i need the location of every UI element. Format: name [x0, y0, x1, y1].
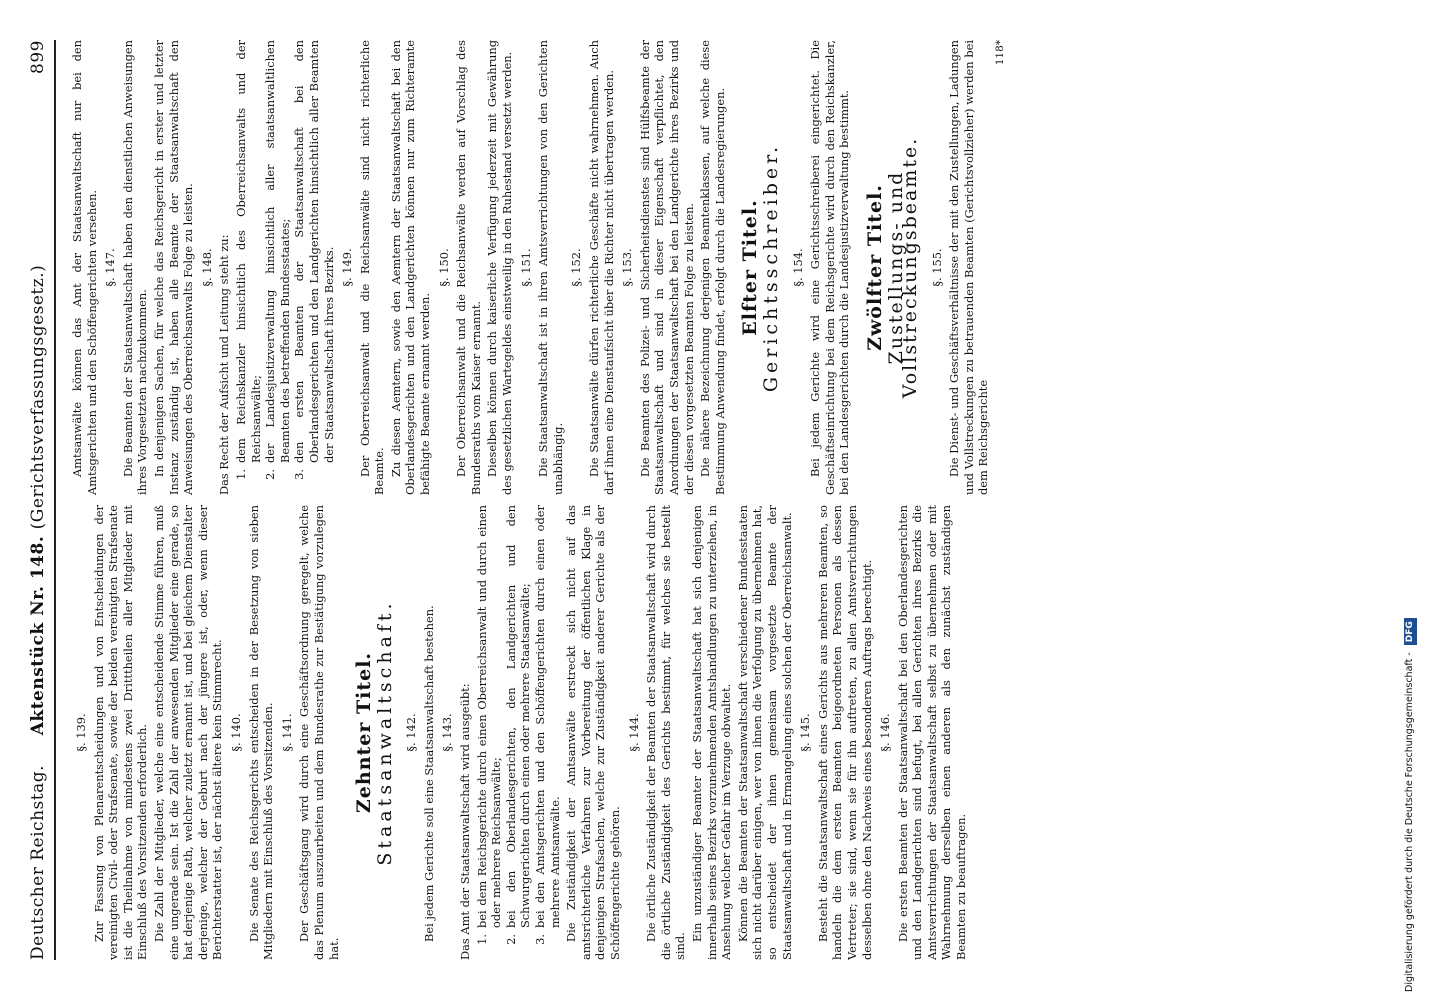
section-heading: §. 145. — [798, 713, 813, 752]
paragraph: Die Dienst- und Geschäftsverhältnisse der mit den Zustellungen, Ladungen und Vollstreckungen zu betrauenden Beamten (Gerichtsvollzieher) werden bei dem Reichsgerichte — [947, 40, 991, 495]
page-number: 899 — [28, 40, 48, 74]
title-heading: Zehnter Titel. — [353, 651, 376, 814]
section-heading: §. 154. — [790, 248, 805, 287]
digitization-note — [1400, 8, 1420, 992]
paragraph: Bei jedem Gerichte wird eine Gerichtsschreiberei eingerichtet. Die Geschäftseinrichtung bei dem Reichsgerichte wird durch den Reichskanzler, bei den Landesgerichten durch die Landesjustizverwaltung bestimmt. — [808, 40, 852, 495]
right-column — [70, 40, 1008, 495]
signature-mark: 118* — [994, 40, 1007, 66]
section-heading: §. 139. — [74, 713, 88, 752]
running-header — [14, 40, 56, 960]
paragraph: Die Beamten des Polizei- und Sicherheitsdienstes sind Hülfsbeamte der Staatsanwaltschaft und sind in dieser Eigenschaft verpflichtet, den Anordnungen der Staatsanwaltschaft bei den Landgerichte ihres Bezirks und der diesen vorgesetzten Beamten Folge zu leisten. — [637, 40, 696, 495]
list-number: 2. — [263, 469, 278, 480]
enumerated-list — [234, 40, 336, 495]
paragraph: Dieselben können durch kaiserliche Verfügung jederzeit mit Gewährung des gesetzlichen Wartegeldes einstweilig in den Ruhestand versetzt werden. — [485, 40, 515, 495]
paragraph: Besteht die Staatsanwaltschaft eines Gerichts aus mehreren Beamten, so handeln die dem ersten Beamten beigeordneten Personen als dessen Vertreter; sie sind, wenn sie für ihn auftreten, zu allen Amtsverrichtungen desselben ohne den Nachweis eines besonderen Auftrags berechtigt. — [815, 505, 874, 960]
title-subheading: Gerichtsschreiber. — [759, 142, 782, 393]
section-heading: §. 155. — [929, 248, 944, 287]
enumerated-list — [475, 505, 563, 960]
section-heading: §. 147. — [103, 248, 118, 287]
title-heading: Zwölfter Titel. — [863, 184, 886, 351]
paragraph: Die Staatsanwälte dürfen richterliche Geschäfte nicht wahrnehmen. Auch darf ihnen eine Dienstaufsicht über die Richter nicht übertragen werden. — [587, 40, 616, 495]
paragraph: Die Senate des Reichsgerichts entscheiden in der Besetzung von sieben Mitgliedern mit Einschluß des Vorsitzenden. — [246, 505, 276, 960]
title-heading: Elfter Titel. — [739, 199, 762, 336]
section-heading: §. 141. — [279, 713, 294, 752]
header-left: Deutscher Reichstag. — [28, 765, 48, 960]
section-heading: §. 140. — [228, 713, 243, 752]
title-subheading: Zustellungs- und Vollstreckungsbeamte. — [884, 136, 922, 399]
title-subheading: Staatsanwaltschaft. — [373, 599, 396, 866]
paragraph: Bei jedem Gerichte soll eine Staatsanwaltschaft bestehen. — [421, 605, 436, 942]
list-text: bei den Oberlandesgerichten, den Landgerichten und den Schwurgerichten durch einen oder mehrere Staatsanwälte; — [503, 505, 533, 928]
dfg-logo: DFG — [1404, 618, 1417, 645]
section-heading: §. 146. — [878, 713, 893, 752]
paragraph: Amtsanwälte können das Amt der Staatsanwaltschaft nur bei den Amtsgerichten und den Schöffengerichten versehen. — [70, 40, 99, 495]
section-heading: §. 144. — [626, 713, 641, 752]
list-number: 3. — [292, 469, 307, 480]
paragraph: Zur Fassung von Plenarentscheidungen und von Entscheidungen der vereinigten Civil- oder Strafsenate, sowie der beiden vereinigten Strafsenate ist die Theilnahme von mindestens zwei Dritttheilen aller Mitglieder mit Einschluß des Vorsitzenden erforderlich. — [91, 505, 150, 960]
list-item — [504, 505, 533, 960]
list-item — [263, 40, 292, 495]
section-heading: §. 153. — [620, 248, 635, 287]
paragraph: Die örtliche Zuständigkeit der Beamten der Staatsanwaltschaft wird durch die örtliche Zuständigkeit des Gerichts bestimmt, für welches sie bestellt sind. — [644, 505, 688, 960]
list-text: den ersten Beamten der Staatsanwaltschaft bei den Oberlandesgerichten und den Landgerichten hinsichtlich aller Beamten der Staatsanwaltschaft ihres Bezirks. — [292, 40, 336, 463]
section-heading: §. 149. — [340, 248, 355, 287]
section-heading: §. 148. — [199, 248, 214, 287]
section-heading: §. 150. — [436, 248, 451, 287]
list-text: bei den Amtsgerichten und den Schöffengerichten durch einen oder mehrere Amtsanwälte. — [533, 505, 562, 928]
paragraph: Die Beamten der Staatsanwaltschaft haben den dienstlichen Anweisungen ihres Vorgesetzten nachzukommen. — [120, 40, 150, 495]
list-text: dem Reichskanzler hinsichtlich des Oberreichsanwalts und der Reichsanwälte; — [233, 40, 263, 463]
paragraph: Zu diesen Aemtern, sowie den Aemtern der Staatsanwaltschaft bei den Oberlandesgerichten und den Landgerichten können nur zum Richteramte befähigte Beamte ernannt werden. — [388, 40, 433, 495]
paragraph: Ein unzuständiger Beamter der Staatsanwaltschaft hat sich denjenigen innerhalb seines Bezirks vorzunehmenden Amtshandlungen zu unterziehen, in Ansehung welcher Gefahr im Verzuge obwaltet. — [689, 505, 734, 960]
list-number: 1. — [474, 934, 489, 945]
list-item — [475, 505, 504, 960]
paragraph: Die Zahl der Mitglieder, welche eine entscheidende Stimme führen, muß eine ungerade sein. Ist die Zahl der anwesenden Mitglieder eine gerade, so hat derjenige Rath, welcher zuletzt ernannt ist, und bei gleichem Dienstalter derjenige, welcher der Geburt nach der jüngere ist, oder, wenn dieser Berichterstatter ist, der nächst ältere kein Stimmrecht. — [151, 505, 225, 960]
header-document-number: Aktenstück Nr. 148. — [28, 535, 48, 736]
list-item — [234, 40, 263, 495]
digitization-note-text — [1400, 8, 1420, 992]
paragraph: Die nähere Bezeichnung derjenigen Beamtenklassen, auf welche diese Bestimmung Anwendung findet, erfolgt durch die Landesregierungen. — [698, 40, 727, 495]
paragraph: Die ersten Beamten der Staatsanwaltschaft bei den Oberlandesgerichten und den Landgerichten sind befugt, bei allen Gerichten ihres Bezirks die Amtsverrichtungen der Staatsanwaltschaft selbst zu übernehmen oder mit Wahrnehmung derselben einen anderen als den zunächst zuständigen Beamten zu beauftragen. — [895, 505, 969, 960]
funding-statement: Digitalisierung gefördert durch die Deutsche Forschungsgemeinschaft - — [1404, 652, 1415, 992]
section-heading: §. 142. — [404, 713, 419, 752]
paragraph: Der Oberreichsanwalt und die Reichsanwälte sind nicht richterliche Beamte. — [357, 40, 387, 495]
section-heading: §. 151. — [518, 248, 533, 287]
section-heading: §. 152. — [569, 248, 584, 287]
header-law-title: (Gerichtsverfassungsgesetz.) — [28, 264, 48, 530]
list-number: 3. — [533, 934, 548, 945]
list-item — [533, 505, 562, 960]
paragraph: Die Staatsanwaltschaft ist in ihren Amtsverrichtungen von den Gerichten unabhängig. — [536, 40, 565, 495]
list-text: der Landesjustizverwaltung hinsichtlich aller staatsanwaltlichen Beamten des betreffenden Bundesstaates; — [263, 40, 292, 463]
list-number: 2. — [503, 934, 518, 945]
paragraph: Die Zuständigkeit der Amtsanwälte erstreckt sich nicht auf das amtsrichterliche Verfahren zur Vorbereitung der öffentlichen Klage in denjenigen Strafsachen, welche zur Zuständigkeit anderer Gerichte als der Schöffengerichte gehören. — [564, 505, 622, 960]
paragraph: Der Geschäftsgang wird durch eine Geschäftsordnung geregelt, welche das Plenum auszuarbeiten und dem Bundesrathe zur Bestätigung vorzulegen hat. — [297, 505, 341, 960]
list-number: 1. — [233, 469, 248, 480]
list-item — [292, 40, 336, 495]
paragraph: Das Amt der Staatsanwaltschaft wird ausgeübt: — [458, 683, 473, 960]
header-center — [28, 40, 48, 960]
paragraph: Können die Beamten der Staatsanwaltschaft verschiedener Bundesstaaten sich nicht darüber einigen, wer von ihnen die Verfolgung zu übernehmen hat, so entscheidet der ihnen gemeinsam vorgesetzte Beamte der Staatsanwaltschaft und in Ermangelung eines solchen der Oberreichsanwalt. — [735, 505, 794, 960]
left-column — [70, 505, 971, 960]
paragraph: Der Oberreichsanwalt und die Reichsanwälte werden auf Vorschlag des Bundesraths vom Kaiser ernannt. — [454, 40, 483, 495]
paragraph: Das Recht der Aufsicht und Leitung steht zu: — [217, 234, 232, 495]
list-text: bei dem Reichsgerichte durch einen Oberreichsanwalt und durch einen oder mehrere Reichsanwälte; — [474, 505, 504, 928]
paragraph: In denjenigen Sachen, für welche das Reichsgericht in erster und letzter Instanz zuständig ist, haben alle Beamte der Staatsanwaltschaft den Anweisungen des Oberreichsanwalts Folge zu leisten. — [151, 40, 196, 495]
section-heading: §. 143. — [440, 713, 455, 752]
